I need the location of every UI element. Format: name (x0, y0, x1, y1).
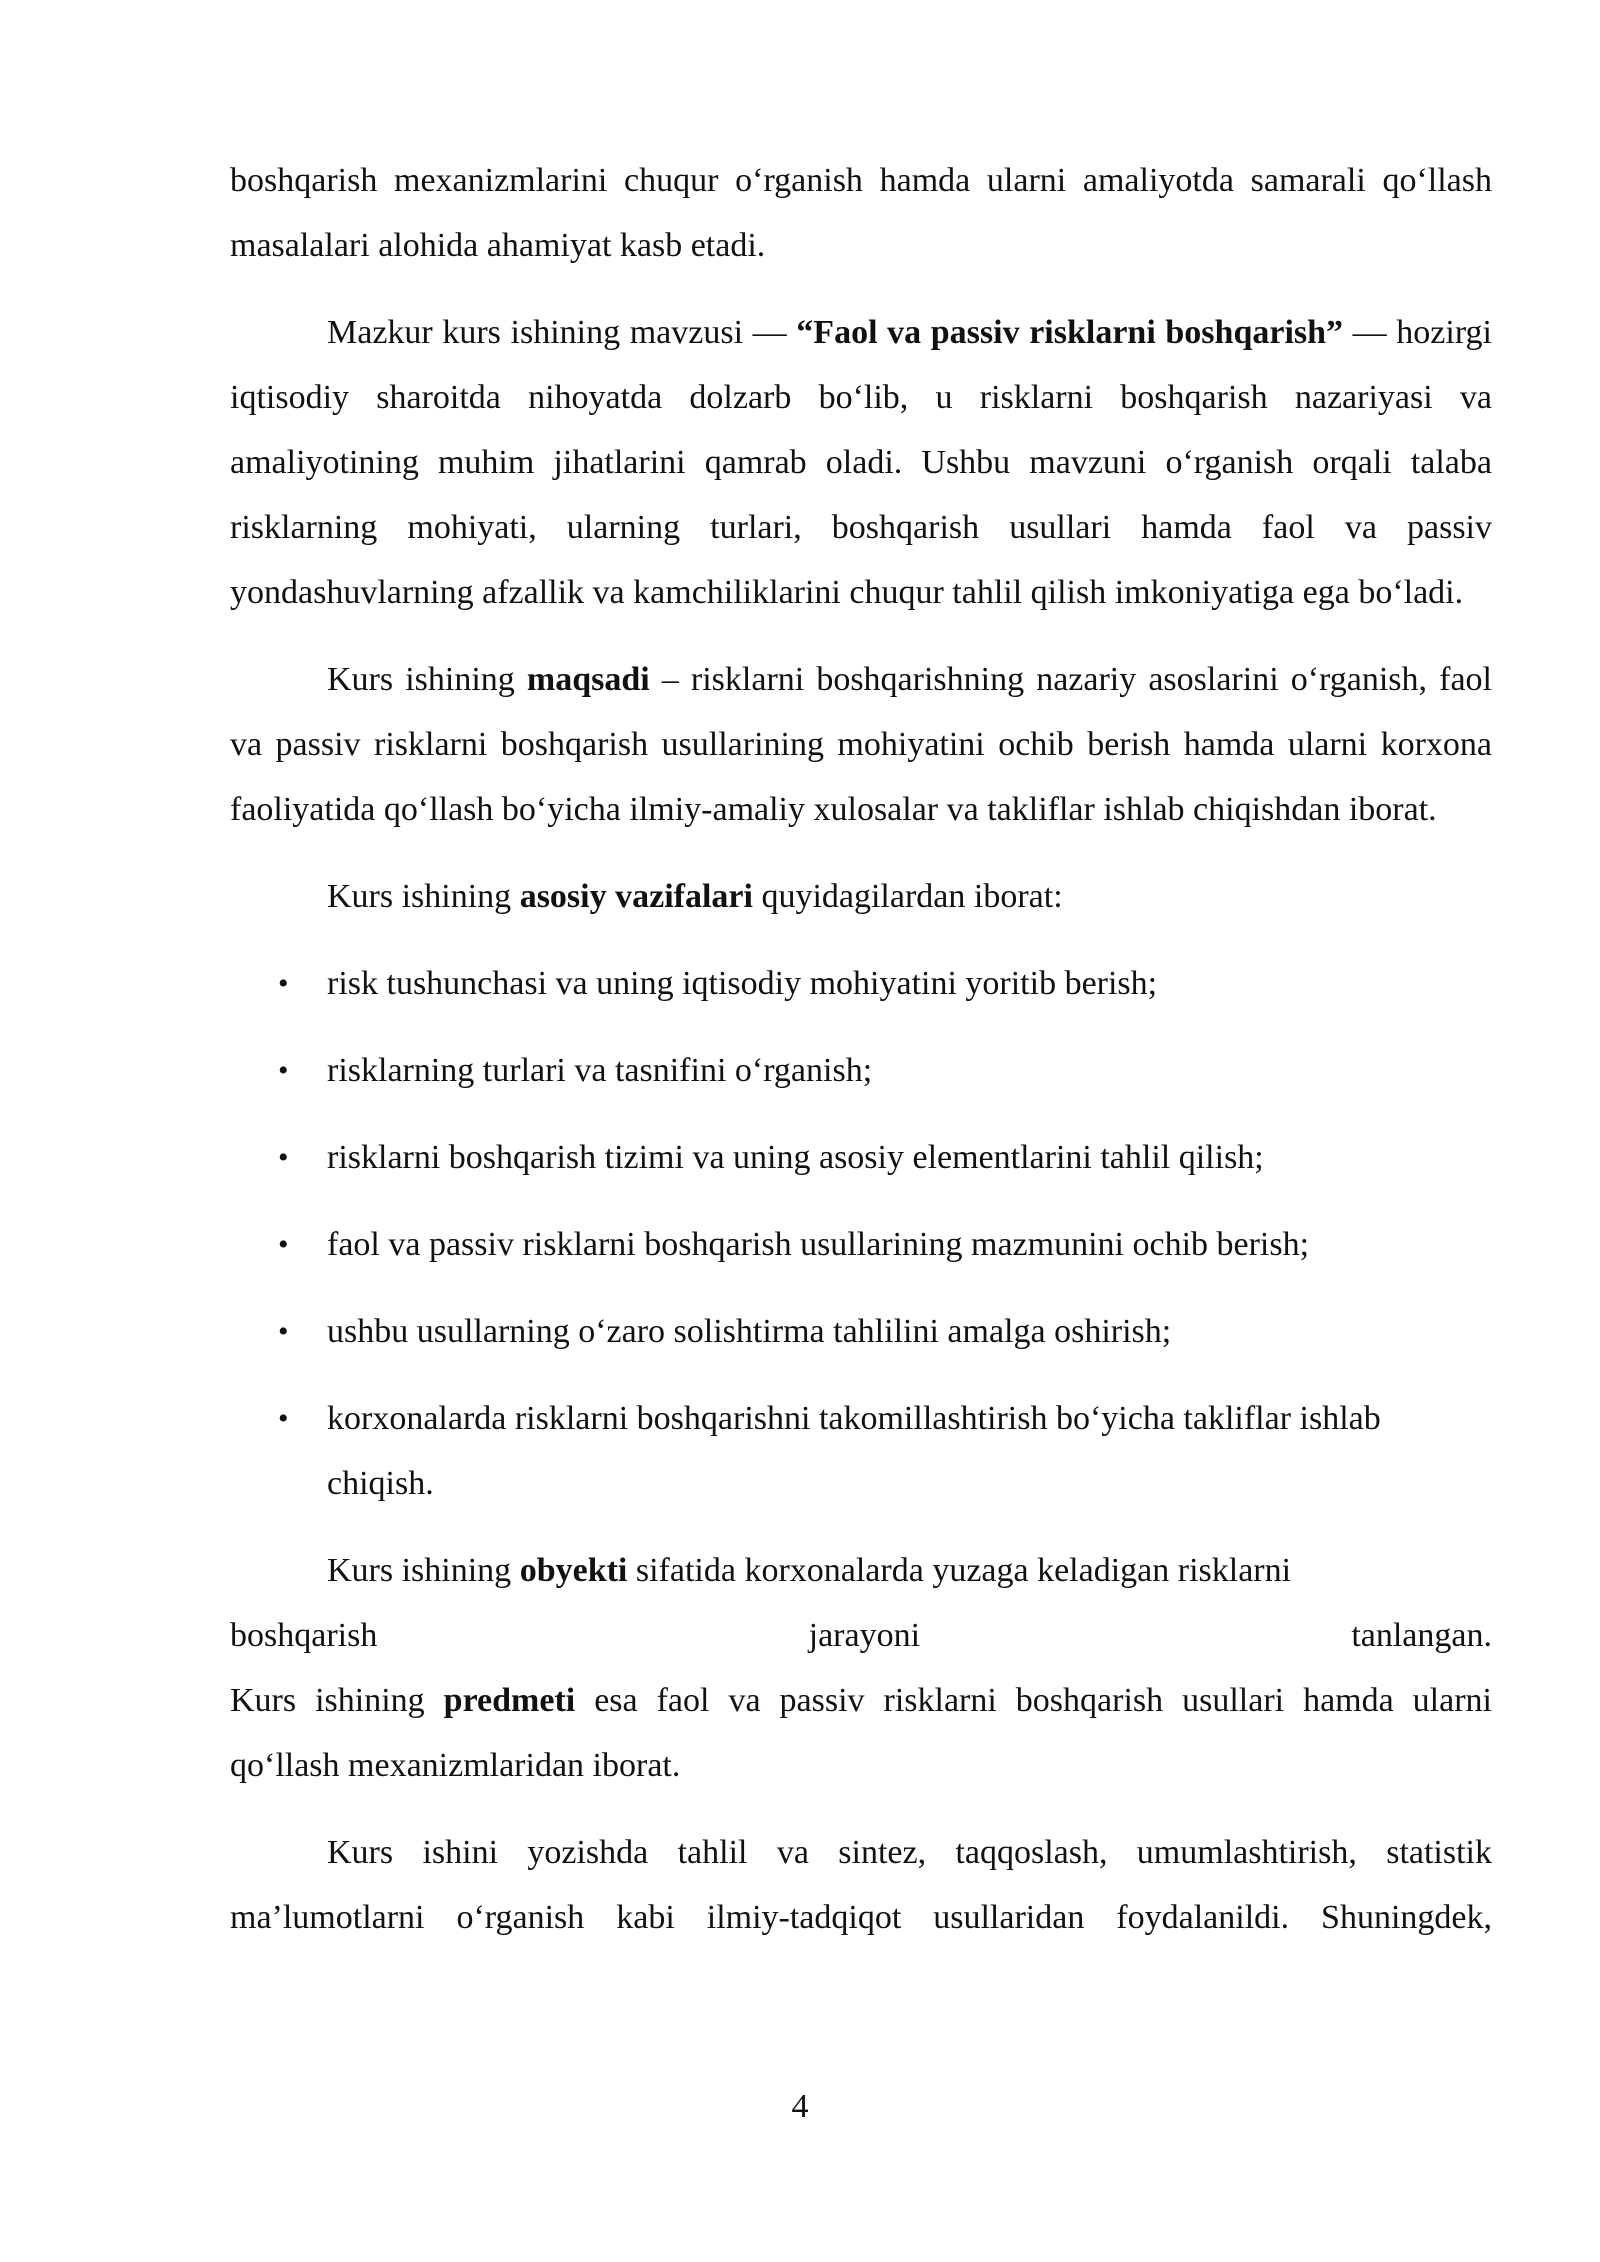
bullet-icon: • (278, 1054, 289, 1087)
list-item (230, 1212, 1492, 1277)
intro-continuation-paragraph (230, 148, 1492, 278)
goal-keyword: maqsadi (526, 661, 650, 698)
bullet-icon: • (278, 1228, 289, 1261)
tasks-keyword: asosiy vazifalari (519, 878, 753, 915)
task-text: faol va passiv risklarni boshqarish usullarining mazmunini ochib berish; (327, 1226, 1310, 1263)
goal-paragraph (230, 647, 1492, 842)
object-word: boshqarish (230, 1617, 378, 1654)
subject-paragraph (230, 1668, 1492, 1798)
task-text: ushbu usullarning o‘zaro solishtirma tahlilini amalga oshirish; (327, 1313, 1172, 1350)
methods-text: Kurs ishini yozishda tahlil va sintez, taqqoslash, umumlashtirish, statistik ma’lumotlarni o‘rganish kabi ilmiy-tadqiqot usullaridan foydalanildi. Shuningdek, (230, 1834, 1492, 1936)
task-text: risk tushunchasi va uning iqtisodiy mohiyatini yoritib berish; (327, 965, 1158, 1002)
object-paragraph (230, 1538, 1492, 1603)
list-item (230, 1125, 1492, 1190)
bullet-icon: • (278, 1315, 289, 1348)
methods-paragraph (230, 1820, 1492, 1950)
task-text: risklarni boshqarish tizimi va uning asosiy elementlarini tahlil qilish; (327, 1139, 1264, 1176)
subject-keyword: predmeti (443, 1682, 576, 1719)
task-text: korxonalarda risklarni boshqarishni takomillashtirish bo‘yicha takliflar ishlab chiqish. (327, 1400, 1381, 1502)
list-item (230, 1038, 1492, 1103)
list-item (230, 1299, 1492, 1364)
bullet-icon: • (278, 1402, 289, 1435)
object-keyword: obyekti (519, 1552, 628, 1589)
goal-text-before: Kurs ishining (327, 661, 527, 698)
object-word: tanlangan. (1351, 1617, 1492, 1654)
object-word: jarayoni (808, 1617, 921, 1654)
tasks-list (230, 951, 1492, 1516)
subject-text-after: esa faol va passiv risklarni boshqarish usullari hamda ularni qo‘llash mexanizmlaridan iborat. (230, 1682, 1492, 1784)
tasks-lead-before: Kurs ishining (327, 878, 520, 915)
object-text-after: sifatida korxonalarda yuzaga keladigan risklarni (627, 1552, 1292, 1589)
task-text: risklarning turlari va tasnifini o‘rganish; (327, 1052, 873, 1089)
bullet-icon: • (278, 967, 289, 1000)
object-text-before: Kurs ishining (327, 1552, 520, 1589)
page-number: 4 (791, 2088, 809, 2125)
intro-continuation-text: boshqarish mexanizmlarini chuqur o‘rganish hamda ularni amaliyotda samarali qo‘llash masalalari alohida ahamiyat kasb etadi. (230, 162, 1492, 264)
object-paragraph-last-line (230, 1603, 1492, 1668)
subject-text-before: Kurs ishining (230, 1682, 444, 1719)
topic-title: “Faol va passiv risklarni boshqarish” (796, 314, 1344, 351)
document-body (230, 148, 1492, 1972)
topic-paragraph (230, 300, 1492, 625)
list-item (230, 951, 1492, 1016)
list-item (230, 1386, 1492, 1516)
topic-text-before: Mazkur kurs ishining mavzusi — (327, 314, 797, 351)
tasks-lead-paragraph (230, 864, 1492, 929)
topic-text-after: — hozirgi iqtisodiy sharoitda nihoyatda dolzarb bo‘lib, u risklarni boshqarish nazariyasi va amaliyotining muhim jihatlarini qamrab oladi. Ushbu mavzuni o‘rganish orqali talaba risklarning mohiyati, ularning turlari, boshqarish usullari hamda faol va passiv yondashuvlarning afzallik va kamchiliklarini chuqur tahlil qilish imkoniyatiga ega bo‘ladi. (230, 314, 1492, 611)
goal-text-after: – risklarni boshqarishning nazariy asoslarini o‘rganish, faol va passiv risklarni boshqarish usullarining mohiyatini ochib berish hamda ularni korxona faoliyatida qo‘llash bo‘yicha ilmiy-amaliy xulosalar va takliflar ishlab chiqishdan iborat. (230, 661, 1492, 828)
tasks-lead-after: quyidagilardan iborat: (752, 878, 1063, 915)
bullet-icon: • (278, 1141, 289, 1174)
object-subject-block (230, 1538, 1492, 1798)
